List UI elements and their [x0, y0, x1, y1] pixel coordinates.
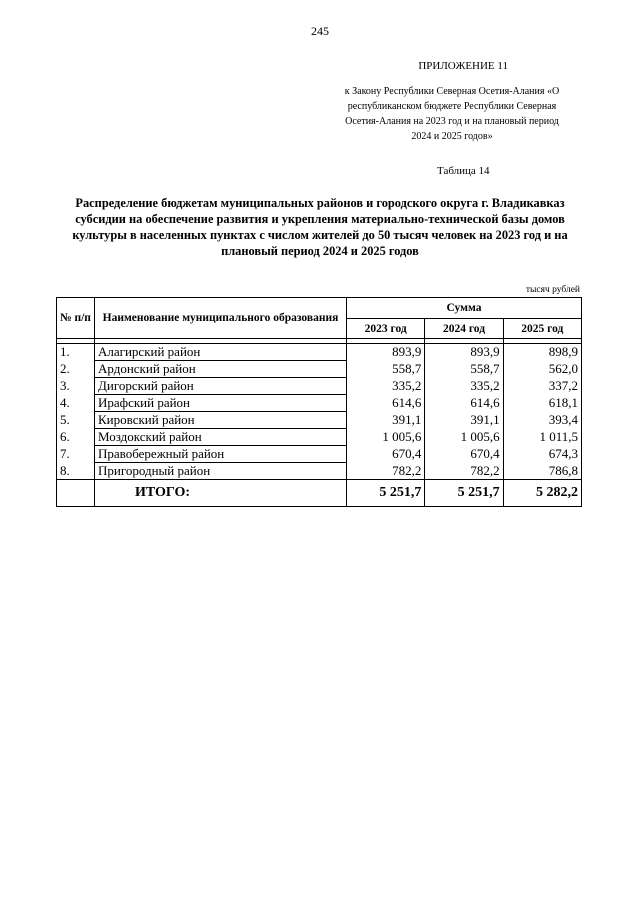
value-2023: 1 005,6 [347, 429, 425, 446]
row-number: 3. [57, 378, 95, 395]
value-2025: 337,2 [503, 378, 581, 395]
row-number: 8. [57, 463, 95, 480]
total-2024: 5 251,7 [425, 480, 503, 507]
value-2024: 614,6 [425, 395, 503, 412]
document-title: Распределение бюджетам муниципальных районов и городского округа г. Владикавказ субсидии на обеспечение развития и укрепления материально-технической базы домов культуры в населенных пунктах с числом жителей до 50 тысяч человек на 2023 год и на плановый период 2024 и 2025 годов [72, 196, 568, 258]
header-name: Наименование муниципального образования [95, 298, 347, 339]
table-row [57, 412, 582, 429]
value-2025: 562,0 [503, 361, 581, 378]
law-reference-line: республиканском бюджете Республики Северная [347, 101, 557, 112]
value-2024: 335,2 [425, 378, 503, 395]
law-reference-line: к Закону Республики Северная Осетия-Алания «О [344, 86, 560, 97]
total-row [57, 480, 582, 507]
municipality-name: Ардонский район [95, 361, 347, 378]
law-reference-line: 2024 и 2025 годов» [411, 131, 493, 142]
law-reference-line: Осетия-Алания на 2023 год и на плановый период [345, 116, 559, 127]
value-2025: 674,3 [503, 446, 581, 463]
total-2025: 5 282,2 [503, 480, 581, 507]
value-2025: 393,4 [503, 412, 581, 429]
value-2023: 335,2 [347, 378, 425, 395]
table-row [57, 361, 582, 378]
value-2025: 618,1 [503, 395, 581, 412]
header-year-2024: 2024 год [425, 319, 503, 339]
table-row [57, 446, 582, 463]
table-row [57, 463, 582, 480]
municipality-name: Алагирский район [95, 344, 347, 361]
appendix-label: ПРИЛОЖЕНИЕ 11 [418, 60, 508, 72]
value-2024: 782,2 [425, 463, 503, 480]
table-number: Таблица 14 [437, 165, 490, 177]
value-2024: 670,4 [425, 446, 503, 463]
municipality-name: Ирафский район [95, 395, 347, 412]
value-2025: 898,9 [503, 344, 581, 361]
row-number: 6. [57, 429, 95, 446]
header-sum: Сумма [347, 298, 582, 319]
row-number: 1. [57, 344, 95, 361]
municipality-name: Пригородный район [95, 463, 347, 480]
table-row [57, 378, 582, 395]
value-2023: 893,9 [347, 344, 425, 361]
total-label: ИТОГО: [95, 480, 347, 507]
value-2024: 391,1 [425, 412, 503, 429]
page-number: 245 [311, 24, 329, 38]
header-number: № п/п [57, 298, 95, 339]
table-row [57, 344, 582, 361]
table-row [57, 429, 582, 446]
law-reference [322, 84, 582, 144]
header-year-2025: 2025 год [503, 319, 581, 339]
row-number: 4. [57, 395, 95, 412]
value-2025: 1 011,5 [503, 429, 581, 446]
value-2023: 391,1 [347, 412, 425, 429]
value-2023: 558,7 [347, 361, 425, 378]
units-label: тысяч рублей [525, 285, 580, 295]
total-number-cell [57, 480, 95, 507]
budget-table [56, 297, 582, 507]
table-row [57, 395, 582, 412]
value-2024: 1 005,6 [425, 429, 503, 446]
value-2025: 786,8 [503, 463, 581, 480]
value-2023: 614,6 [347, 395, 425, 412]
value-2024: 558,7 [425, 361, 503, 378]
value-2024: 893,9 [425, 344, 503, 361]
total-2023: 5 251,7 [347, 480, 425, 507]
row-number: 5. [57, 412, 95, 429]
row-number: 2. [57, 361, 95, 378]
municipality-name: Правобережный район [95, 446, 347, 463]
value-2023: 670,4 [347, 446, 425, 463]
row-number: 7. [57, 446, 95, 463]
municipality-name: Дигорский район [95, 378, 347, 395]
municipality-name: Моздокский район [95, 429, 347, 446]
value-2023: 782,2 [347, 463, 425, 480]
header-year-2023: 2023 год [347, 319, 425, 339]
municipality-name: Кировский район [95, 412, 347, 429]
